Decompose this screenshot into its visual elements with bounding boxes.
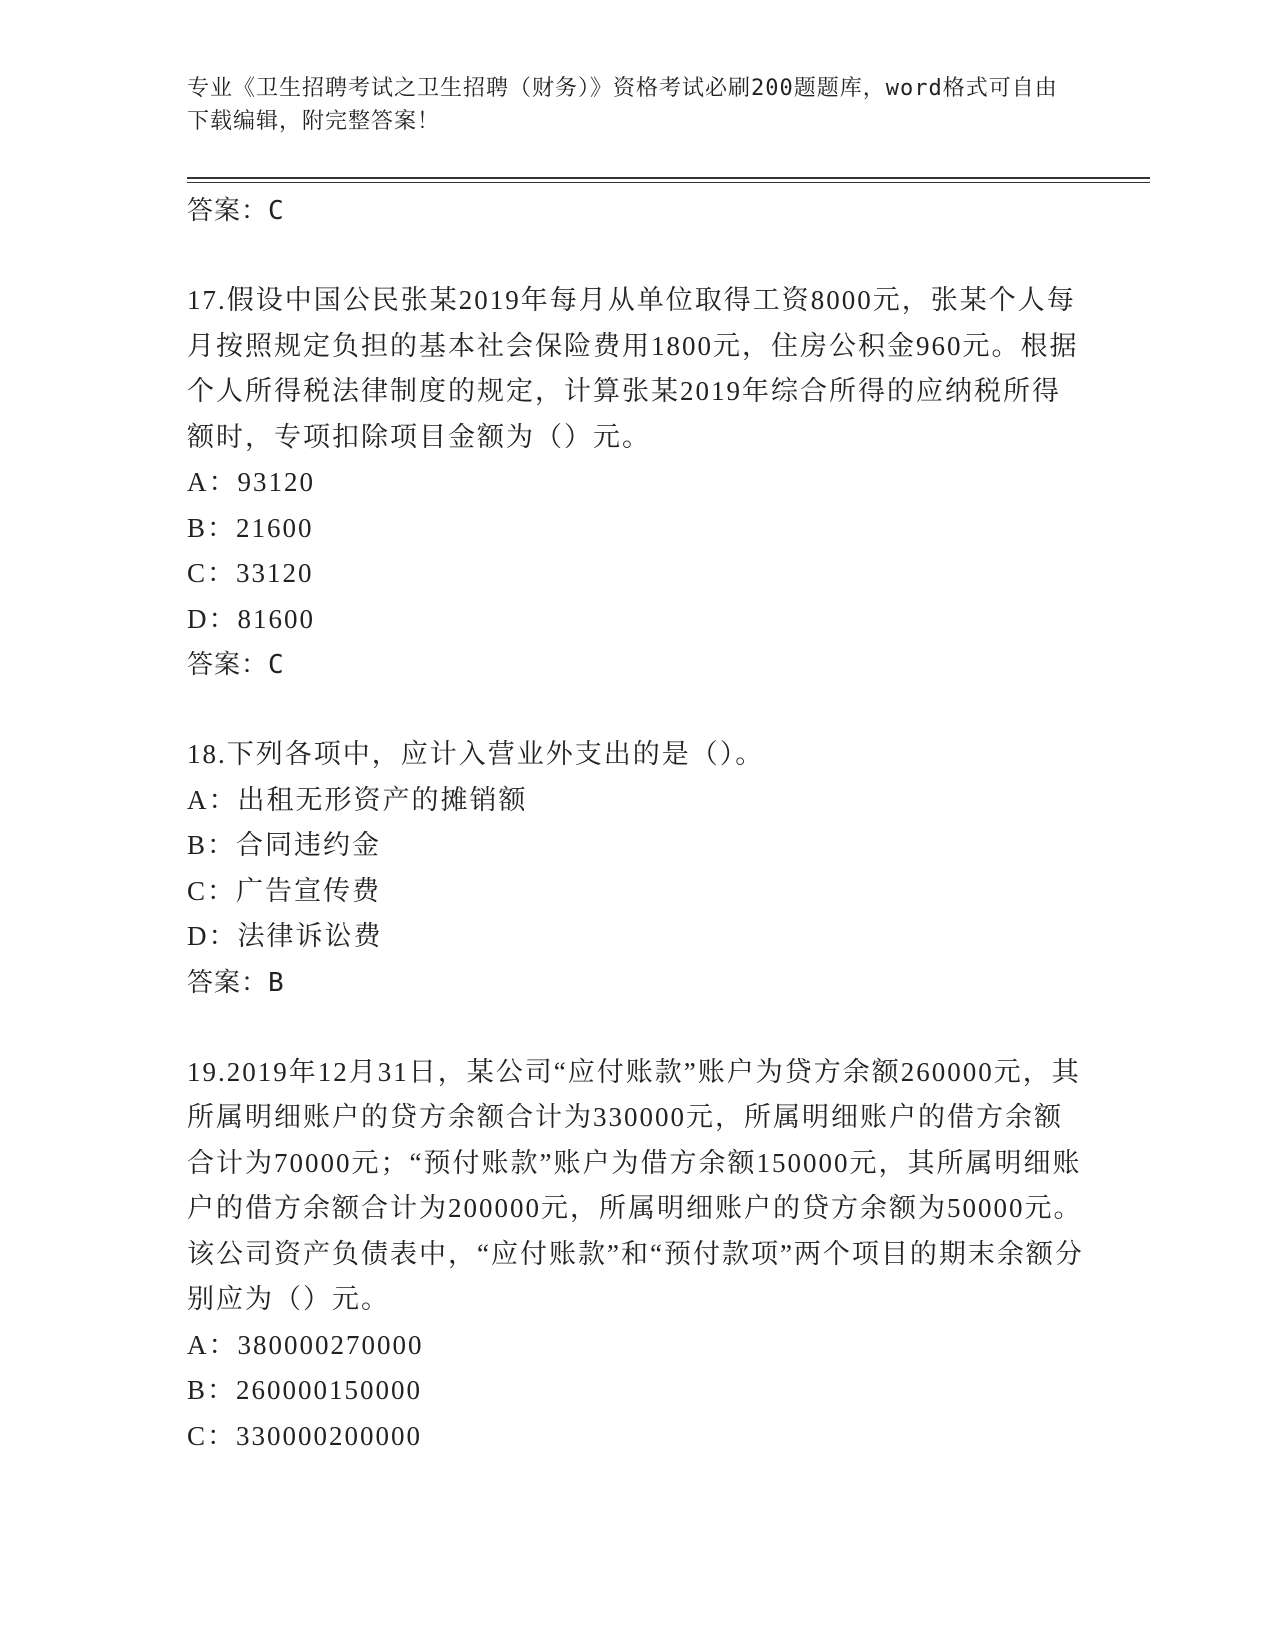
question-18-option-a: A：出租无形资产的摊销额	[187, 784, 528, 815]
answer-18: 答案：B	[187, 967, 285, 998]
spacer	[187, 688, 1087, 732]
question-18-option-c: C：广告宣传费	[187, 875, 382, 906]
question-block-17	[187, 278, 1087, 688]
question-18-option-d: D：法律诉讼费	[187, 921, 383, 951]
spacer	[187, 234, 1087, 278]
question-17-option-d: D：81600	[187, 603, 315, 634]
question-17-option-b: B：21600	[187, 512, 314, 543]
header-divider-thick	[187, 177, 1150, 179]
question-18-option-b: B：合同违约金	[187, 830, 382, 860]
header-divider-thin	[187, 182, 1150, 183]
question-19-text: 19.2019年12月31日，某公司“应付账款”账户为贷方余额260000元，其所属明细账户的贷方余额合计为330000元，所属明细账户的借方余额合计为70000元；“预付账款”账户为借方余额150000元，其所属明细账户的借方余额合计为200000元，所属明细账户的贷方余额为50000元。该公司资产负债表中，“应付账款”和“预付款项”两个项目的期末余额分别应为（）元。	[187, 1056, 1084, 1314]
spacer	[187, 1006, 1087, 1050]
page-header: 专业《卫生招聘考试之卫生招聘（财务）》资格考试必刷200题题库，word格式可自由下载编辑，附完整答案！	[187, 76, 1058, 134]
question-block-18	[187, 732, 1087, 1006]
answer-17: 答案：C	[187, 650, 285, 680]
answer-16: 答案：C	[187, 196, 285, 226]
question-block-19	[187, 1050, 1087, 1460]
question-19-option-a: A：380000270000	[187, 1329, 424, 1360]
question-19-option-b: B：260000150000	[187, 1375, 423, 1405]
question-17-text: 17.假设中国公民张某2019年每月从单位取得工资8000元，张某个人每月按照规定负担的基本社会保险费用1800元，住房公积金960元。根据个人所得税法律制度的规定，计算张某2019年综合所得的应纳税所得额时，专项扣除项目金额为（）元。	[187, 285, 1079, 452]
question-17-option-a: A：93120	[187, 467, 315, 497]
question-list	[187, 188, 1087, 1459]
question-19-option-c: C：330000200000	[187, 1420, 423, 1451]
question-17-option-c: C：33120	[187, 558, 314, 588]
question-18-text: 18.下列各项中，应计入营业外支出的是（）。	[187, 739, 765, 769]
